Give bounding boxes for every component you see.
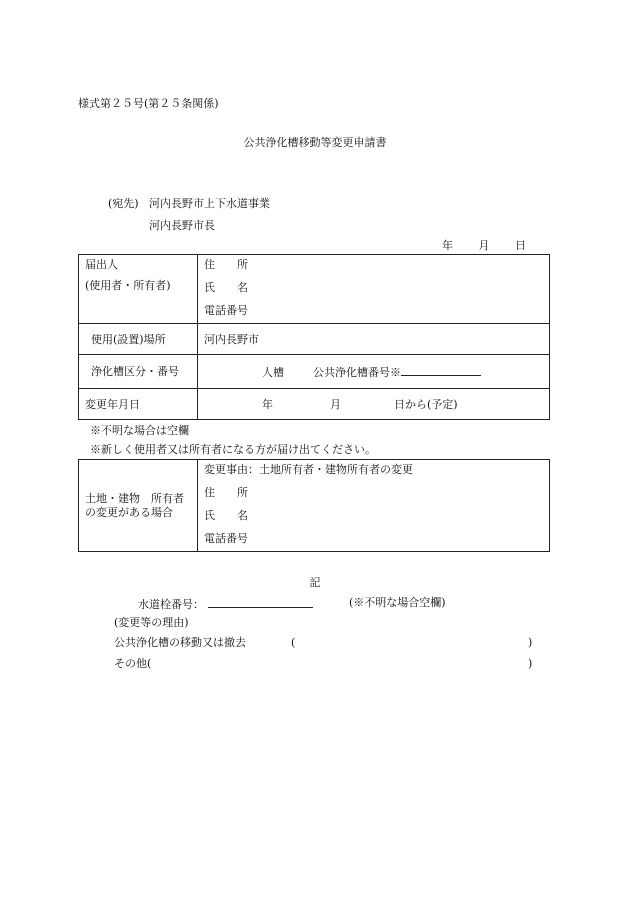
location-value-cell[interactable] — [198, 324, 550, 355]
document-title: 公共浄化槽移動等変更申請書 — [243, 136, 387, 149]
tank-number-label: 公共浄化槽番号※ — [313, 366, 401, 379]
tank-value-cell[interactable] — [198, 355, 550, 389]
owner-change-info-cell[interactable] — [198, 460, 550, 552]
address-label: 住 所 — [204, 258, 248, 271]
submission-date — [420, 240, 526, 251]
applicant-role-label: (使用者・所有者) — [85, 279, 171, 292]
change-year-label: 年 — [262, 397, 273, 411]
record-heading: 記 — [309, 576, 321, 589]
location-value: 河内長野市 — [204, 332, 259, 346]
owner-change-table — [78, 459, 550, 552]
change-date-row — [198, 399, 549, 410]
owner-change-label-1: 土地・建物 所有者 — [85, 492, 184, 505]
location-label: 使用(設置)場所 — [91, 332, 166, 346]
meter-number-label: 水道栓番号： — [138, 598, 204, 611]
date-year: 年 — [442, 239, 453, 252]
owner-address-label: 住 所 — [204, 486, 248, 499]
owner-change-label-cell — [79, 460, 198, 552]
change-month-label: 月 — [330, 397, 341, 411]
removal-paren-open: ( — [291, 636, 296, 649]
tank-label: 浄化槽区分・番号 — [91, 365, 179, 378]
date-month: 月 — [478, 239, 490, 252]
meter-number-field[interactable] — [208, 597, 313, 608]
date-day: 日 — [515, 239, 526, 252]
change-reason: 変更事由：土地所有者・建物所有者の変更 — [204, 463, 413, 476]
removal-label: 公共浄化槽の移動又は撤去 — [114, 636, 246, 649]
reason-heading: (変更等の理由) — [114, 616, 189, 629]
tank-label-cell — [79, 355, 198, 389]
owner-name-label: 氏 名 — [204, 509, 248, 522]
change-date-label: 変更年月日 — [85, 397, 140, 411]
applicant-label-cell — [79, 255, 198, 324]
phone-label: 電話番号 — [204, 304, 248, 317]
change-date-value-cell[interactable] — [198, 389, 550, 420]
applicant-info-cell[interactable] — [198, 255, 550, 324]
owner-phone-label: 電話番号 — [204, 532, 248, 545]
change-date-label-cell — [79, 389, 198, 420]
applicant-label: 届出人 — [85, 258, 118, 271]
location-label-cell — [79, 324, 198, 355]
note-unknown-blank: ※不明な場合は空欄 — [90, 424, 189, 437]
owner-change-label-2: の変更がある場合 — [85, 506, 173, 519]
other-label: その他( — [114, 657, 152, 670]
addressee-line-1: 河内長野市上下水道事業 — [149, 197, 270, 210]
name-label: 氏 名 — [204, 281, 248, 294]
note-new-user: ※新しく使用者又は所有者になる方が届け出てください。 — [90, 443, 376, 456]
tank-row — [198, 365, 549, 378]
applicant-table — [78, 254, 550, 420]
removal-paren-close: ) — [528, 636, 533, 649]
meter-number-row — [138, 597, 313, 610]
change-day-planned-label: 日から(予定) — [394, 397, 458, 411]
addressee-label: (宛先) — [108, 197, 139, 210]
other-paren-close: ) — [528, 657, 533, 670]
meter-note: (※不明な場合空欄) — [349, 596, 446, 609]
form-number: 様式第２５号(第２５条関係) — [78, 97, 219, 110]
addressee-line-2: 河内長野市長 — [149, 219, 215, 232]
tank-number-field[interactable] — [401, 365, 481, 376]
tank-persons-label: 人槽 — [262, 366, 284, 379]
